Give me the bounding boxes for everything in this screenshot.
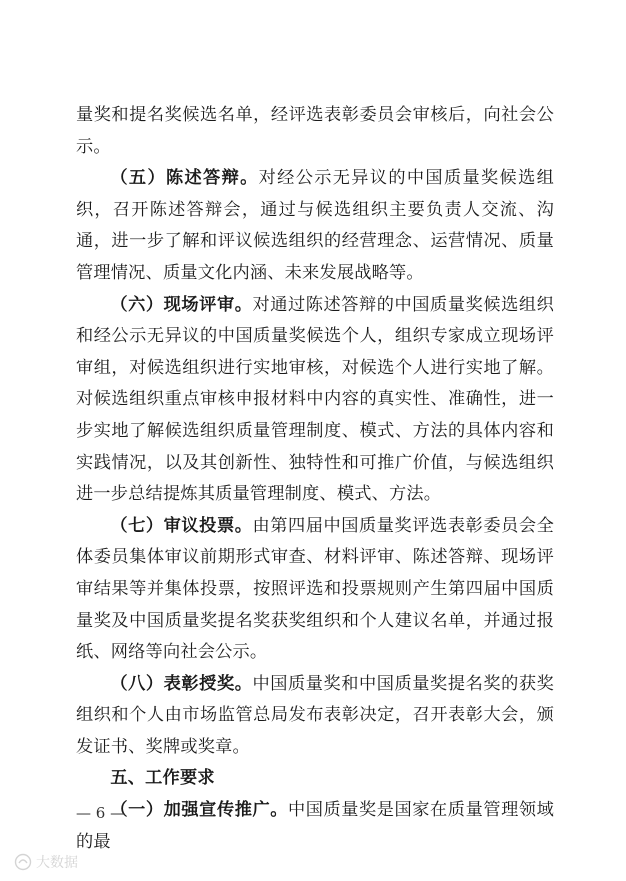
paragraph-text: 对通过陈述答辩的中国质量奖候选组织和经公示无异议的中国质量奖候选个人，组织专家成立现场评审组，对候选组织进行实地审核，对候选个人进行实地了解。对候选组织重点审核申报材料中内容的真实性、准确性，进一步实地了解候选组织质量管理制度、模式、方法的具体内容和实践情况，以及其创新性、独特性和可推广价值，与候选组织进一步总结提炼其质量管理制度、模式、方法。 bbox=[76, 294, 554, 505]
paragraph-text: 中国质量奖是国家在质量管理领域的最 bbox=[76, 800, 554, 852]
body-text bbox=[76, 100, 554, 858]
paragraph-2 bbox=[76, 290, 554, 511]
watermark-text: 大数据 bbox=[36, 855, 78, 871]
paragraph-lead: （六）现场评审。 bbox=[110, 294, 253, 315]
paragraph-3 bbox=[76, 511, 554, 669]
paragraph-lead: （一）加强宣传推广。 bbox=[110, 800, 288, 821]
paragraph-lead: （八）表彰授奖。 bbox=[110, 673, 253, 694]
paragraph-5 bbox=[76, 795, 554, 858]
paragraph-lead: （七）审议投票。 bbox=[110, 515, 253, 536]
paragraph-0 bbox=[76, 100, 554, 163]
paragraph-1 bbox=[76, 163, 554, 289]
paragraph-4 bbox=[76, 669, 554, 764]
paragraph-text: 对经公示无异议的中国质量奖候选组织，召开陈述答辩会，通过与候选组织主要负责人交流、沟通，进一步了解和评议候选组织的经营理念、运营情况、质量管理情况、质量文化内涵、未来发展战略等。 bbox=[76, 168, 554, 283]
paragraph-text: 中国质量奖和中国质量奖提名奖的获奖组织和个人由市场监管总局发布表彰决定，召开表彰大会，颁发证书、奖牌或奖章。 bbox=[76, 673, 554, 757]
watermark bbox=[14, 852, 78, 872]
page-number: — 6 — bbox=[76, 804, 126, 822]
paragraph-lead: （五）陈述答辩。 bbox=[110, 168, 259, 189]
paragraph-text: 由第四届中国质量奖评选表彰委员会全体委员集体审议前期形式审查、材料评审、陈述答辩、现场评审结果等并集体投票，按照评选和投票规则产生第四届中国质量奖及中国质量奖提名奖获奖组织和个人建议名单，并通过报纸、网络等向社会公示。 bbox=[76, 515, 554, 663]
logo-icon bbox=[14, 853, 32, 871]
paragraph-text: 量奖和提名奖候选名单，经评选表彰委员会审核后，向社会公示。 bbox=[76, 105, 554, 157]
section-heading: 五、工作要求 bbox=[110, 768, 215, 789]
